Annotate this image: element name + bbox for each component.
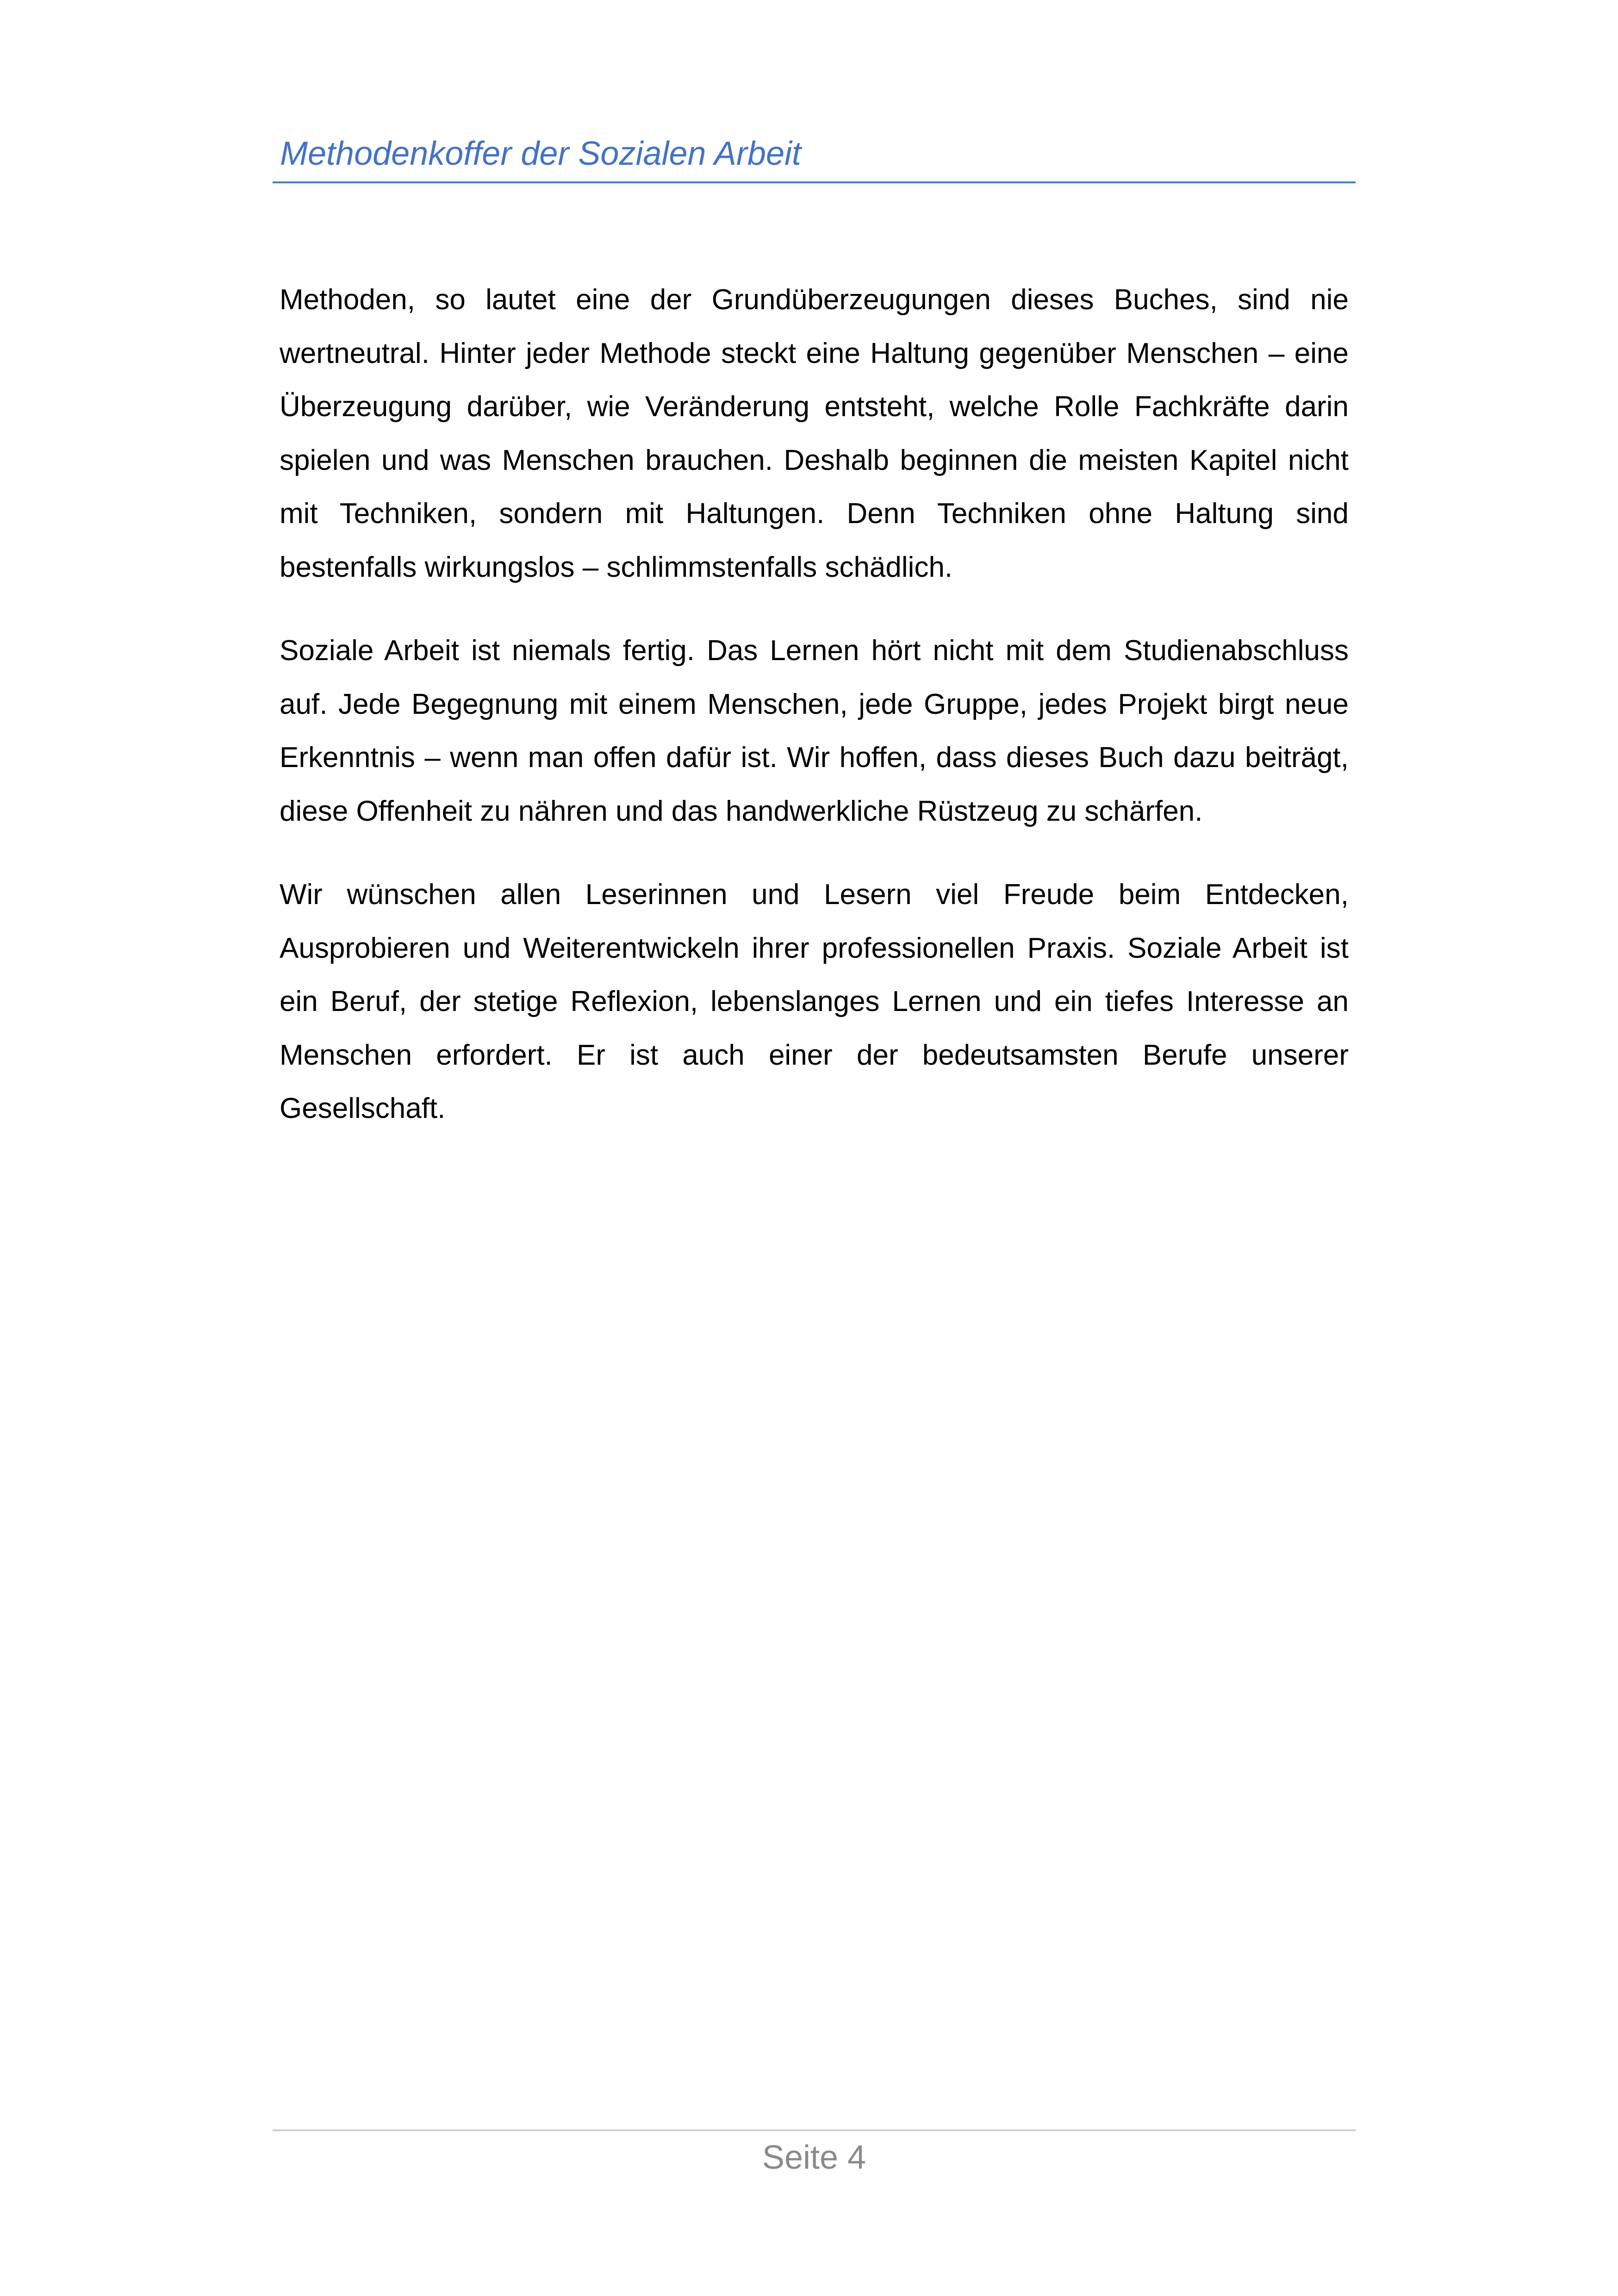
body-paragraph: Methoden, so lautet eine der Grundüberzeugungen dieses Buches, sind nie wertneutral. Hinter jeder Methode steckt eine Haltung gegenüber Menschen – eine Überzeugung darüber, wie Veränderung entsteht, welche Rolle Fachkräfte darin spielen und was Menschen brauchen. Deshalb beginnen die meisten Kapitel nicht mit Techniken, sondern mit Haltungen. Denn Techniken ohne Haltung sind bestenfalls wirkungslos – schlimmstenfalls schädlich.	[280, 284, 1349, 583]
body-paragraph: Wir wünschen allen Leserinnen und Lesern viel Freude beim Entdecken, Ausprobieren und Weiterentwickeln ihrer professionellen Praxis. Soziale Arbeit ist ein Beruf, der stetige Reflexion, lebenslanges Lernen und ein tiefes Interesse an Menschen erfordert. Er ist auch einer der bedeutsamsten Berufe unserer Gesellschaft.	[280, 879, 1349, 1124]
page-number: Seite 4	[762, 2139, 866, 2176]
page-header	[273, 131, 1356, 183]
page-footer	[273, 2129, 1356, 2178]
body-paragraph: Soziale Arbeit ist niemals fertig. Das Lernen hört nicht mit dem Studienabschluss auf. Jede Begegnung mit einem Menschen, jede Gruppe, jedes Projekt birgt neue Erkenntnis – wenn man offen dafür ist. Wir hoffen, dass dieses Buch dazu beiträgt, diese Offenheit zu nähren und das handwerkliche Rüstzeug zu schärfen.	[280, 635, 1349, 827]
running-header-title: Methodenkoffer der Sozialen Arbeit	[280, 135, 801, 172]
page-body	[280, 273, 1349, 1166]
